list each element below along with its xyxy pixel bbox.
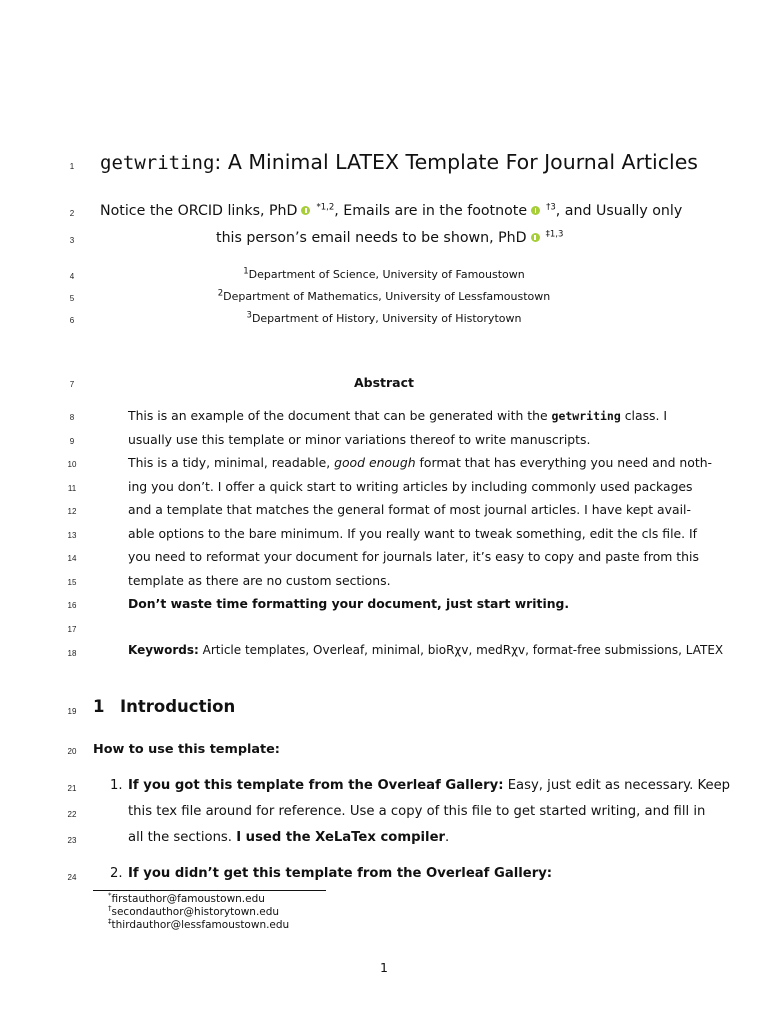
author-text: , and Usually only: [555, 203, 683, 219]
author-sup: ‡1,3: [545, 229, 564, 240]
list-text: all the sections.: [128, 830, 237, 845]
affiliation-text: Department of Mathematics, University of Lessfamoustown: [223, 290, 551, 303]
footnote-email[interactable]: thirdauthor@lessfamoustown.edu: [111, 919, 290, 931]
title-text: : A Minimal LATEX Template For Journal Articles: [214, 150, 698, 174]
list-text: Easy, just edit as necessary. Keep: [503, 778, 731, 793]
line-number: 24: [67, 873, 77, 882]
list-item: [110, 866, 553, 881]
author-text: Notice the ORCID links, PhD: [100, 203, 298, 219]
affiliation: [0, 290, 768, 303]
abstract-text: This is an example of the document that can be generated with the: [128, 408, 552, 423]
abstract-emphasis: good enough: [334, 455, 416, 470]
orcid-icon[interactable]: [531, 206, 540, 215]
abstract-text: This is a tidy, minimal, readable,: [128, 455, 335, 470]
abstract-heading: Abstract: [353, 375, 415, 390]
section-heading: [93, 697, 235, 716]
list-label: 1.: [110, 778, 123, 793]
author-text: this person’s email needs to be shown, PhD: [216, 230, 527, 246]
line-number: 5: [69, 294, 75, 303]
author-line-2: [216, 230, 563, 246]
footnote: [108, 906, 279, 918]
orcid-icon[interactable]: [301, 206, 310, 215]
abstract-text: format that has everything you need and noth-: [415, 455, 713, 470]
paragraph-heading: How to use this template:: [93, 742, 280, 757]
line-number: 13: [67, 531, 77, 540]
author-sup: †3: [546, 202, 556, 213]
affiliation-text: Department of Science, University of Famoustown: [248, 268, 525, 281]
abstract-text: class. I: [620, 408, 668, 423]
title-code: getwriting: [100, 152, 215, 174]
list-line: [128, 830, 449, 845]
footnote-email[interactable]: firstauthor@famoustown.edu: [111, 893, 265, 905]
line-number: 12: [67, 507, 77, 516]
line-number: 21: [67, 784, 77, 793]
footnote: [108, 919, 289, 931]
list-label: 2.: [110, 866, 123, 881]
affiliation: [0, 268, 768, 281]
line-number: 8: [69, 413, 75, 422]
footnote-mark: ‡: [108, 917, 112, 926]
keywords-label: Keywords:: [128, 643, 199, 657]
affiliation-sup: 1: [243, 266, 249, 277]
author-sup: *1,2: [316, 202, 335, 213]
line-number: 16: [67, 601, 77, 610]
line-number: 11: [67, 484, 77, 493]
list-bold: If you didn’t get this template from the Overleaf Gallery:: [128, 866, 553, 881]
orcid-icon[interactable]: [531, 233, 540, 242]
line-number: 14: [67, 554, 77, 563]
author-text: , Emails are in the footnote: [334, 203, 528, 219]
abstract-line: [128, 455, 712, 470]
list-line: this tex file around for reference. Use a copy of this file to get started writing, and fill in: [128, 804, 706, 819]
section-title: Introduction: [120, 697, 236, 716]
line-number: 7: [69, 380, 75, 389]
list-text: .: [445, 830, 450, 845]
abstract-line: and a template that matches the general format of most journal articles. I have kept avail-: [128, 502, 691, 517]
abstract-line: you need to reformat your document for journals later, it’s easy to copy and paste from this: [128, 549, 699, 564]
section-number: 1: [93, 697, 105, 716]
line-number: 15: [67, 578, 77, 587]
list-bold: I used the XeLaTex compiler: [236, 830, 446, 845]
affiliation-sup: 2: [217, 288, 224, 299]
footnote-rule: [93, 890, 326, 891]
abstract-line: ing you don’t. I offer a quick start to writing articles by including commonly used packages: [128, 479, 693, 494]
line-number: 2: [69, 209, 75, 218]
abstract-line: template as there are no custom sections.: [128, 573, 391, 588]
line-number: 4: [69, 272, 75, 281]
abstract-line: Don’t waste time formatting your document, just start writing.: [128, 596, 570, 611]
list-bold: If you got this template from the Overleaf Gallery:: [128, 778, 504, 793]
footnote-mark: *: [108, 891, 112, 900]
footnote-email[interactable]: secondauthor@historytown.edu: [111, 906, 280, 918]
line-number: 1: [69, 162, 75, 171]
line-number: 3: [69, 236, 75, 245]
line-number: 9: [69, 437, 75, 446]
keywords: [128, 643, 723, 657]
footnote: [108, 893, 265, 905]
footnote-mark: †: [108, 904, 112, 913]
line-number: 6: [69, 316, 75, 325]
affiliation-sup: 3: [246, 310, 252, 321]
author-line-1: [100, 203, 682, 219]
line-number: 18: [67, 649, 77, 658]
keywords-text: Article templates, Overleaf, minimal, bioRχv, medRχv, format-free submissions, LATEX: [202, 643, 724, 657]
line-number: 22: [67, 810, 77, 819]
abstract-line: [128, 408, 667, 423]
line-number: 23: [67, 836, 77, 845]
line-number: 19: [67, 707, 77, 716]
list-item: [110, 778, 731, 793]
abstract-code: getwriting: [551, 409, 621, 423]
abstract-line: usually use this template or minor variations thereof to write manuscripts.: [128, 432, 591, 447]
page-number: 1: [380, 960, 388, 975]
paper-title: [100, 150, 698, 174]
abstract-line: able options to the bare minimum. If you really want to tweak something, edit the cls file. If: [128, 526, 698, 541]
line-number: 20: [67, 747, 77, 756]
affiliation-text: Department of History, University of Historytown: [251, 312, 522, 325]
affiliation: [0, 312, 768, 325]
line-number: 10: [67, 460, 77, 469]
line-number: 17: [67, 625, 77, 634]
